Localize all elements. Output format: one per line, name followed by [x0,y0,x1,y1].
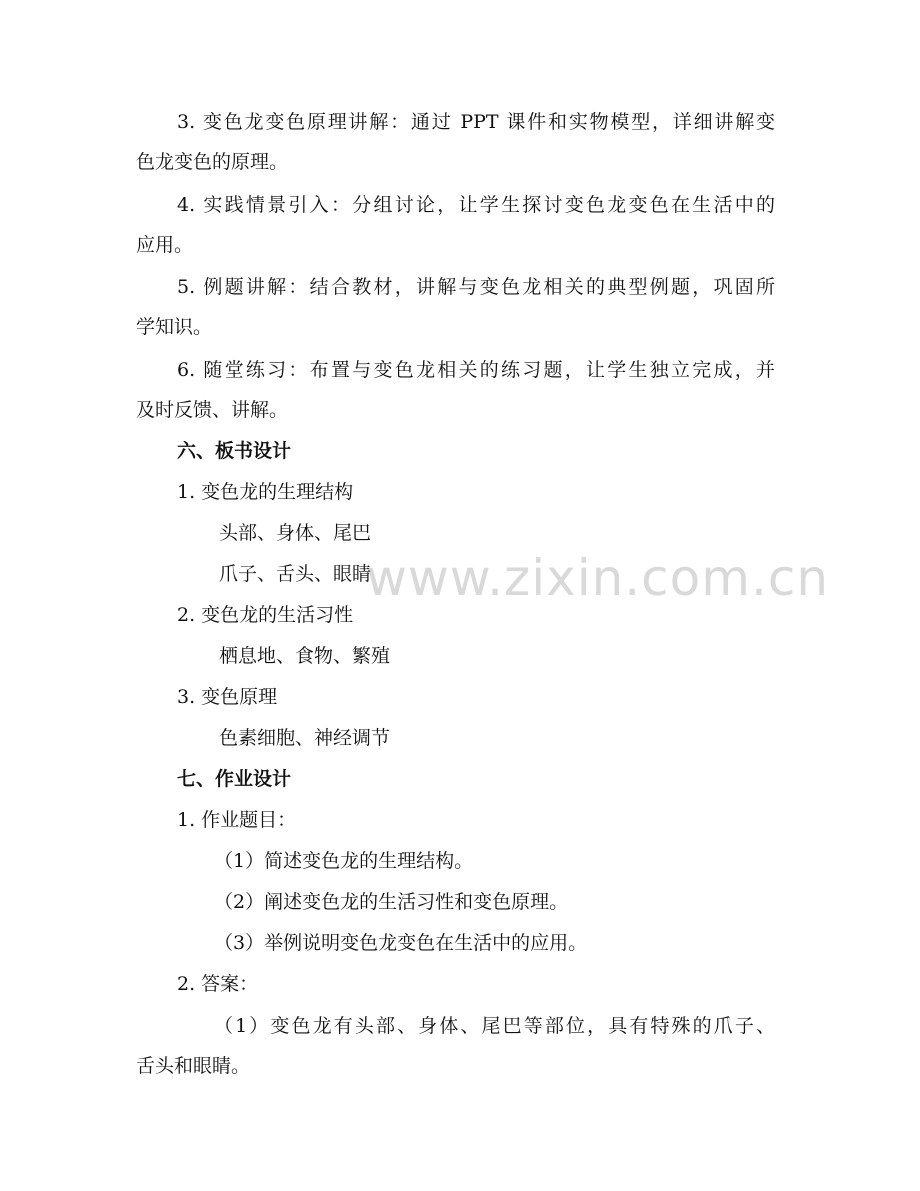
paragraph-3-line-1: 3. 变色龙变色原理讲解：通过 PPT 课件和实物模型，详细讲解变 [177,111,775,133]
answer-1-line-2: 舌头和眼睛。 [136,1055,251,1077]
watermark-text: www.zixin.com.cn [366,549,830,607]
paragraph-5-line-1: 5. 例题讲解：结合教材，讲解与变色龙相关的典型例题，巩固所 [177,276,775,298]
board-item-1-sub-1: 头部、身体、尾巴 [219,522,372,544]
section-6-title: 六、板书设计 [177,440,292,462]
paragraph-6-line-1: 6. 随堂练习：布置与变色龙相关的练习题，让学生独立完成，并 [177,359,775,381]
paragraph-4-line-1: 4. 实践情景引入：分组讨论，让学生探讨变色龙变色在生活中的 [177,194,775,216]
board-item-3-sub-1: 色素细胞、神经调节 [219,727,391,749]
paragraph-5-line-2: 学知识。 [136,316,213,338]
board-item-3-label: 3. 变色原理 [177,686,278,708]
board-item-1-label: 1. 变色龙的生理结构 [177,481,354,503]
homework-question-2: （2）阐述变色龙的生活习性和变色原理。 [214,891,569,913]
paragraph-3-line-2: 色龙变色的原理。 [136,151,289,173]
answer-1-line-1: （1）变色龙有头部、身体、尾巴等部位，具有特殊的爪子、 [214,1015,775,1037]
homework-label: 1. 作业题目： [177,809,297,831]
section-7-title: 七、作业设计 [177,768,292,790]
board-item-1-sub-2: 爪子、舌头、眼睛 [219,563,372,585]
board-item-2-label: 2. 变色龙的生活习性 [177,604,354,626]
homework-question-3: （3）举例说明变色龙变色在生活中的应用。 [214,932,588,954]
answers-label: 2. 答案： [177,973,259,995]
board-item-2-sub-1: 栖息地、食物、繁殖 [219,645,391,667]
paragraph-4-line-2: 应用。 [136,234,194,256]
paragraph-6-line-2: 及时反馈、讲解。 [136,399,289,421]
homework-question-1: （1）简述变色龙的生理结构。 [214,850,474,872]
